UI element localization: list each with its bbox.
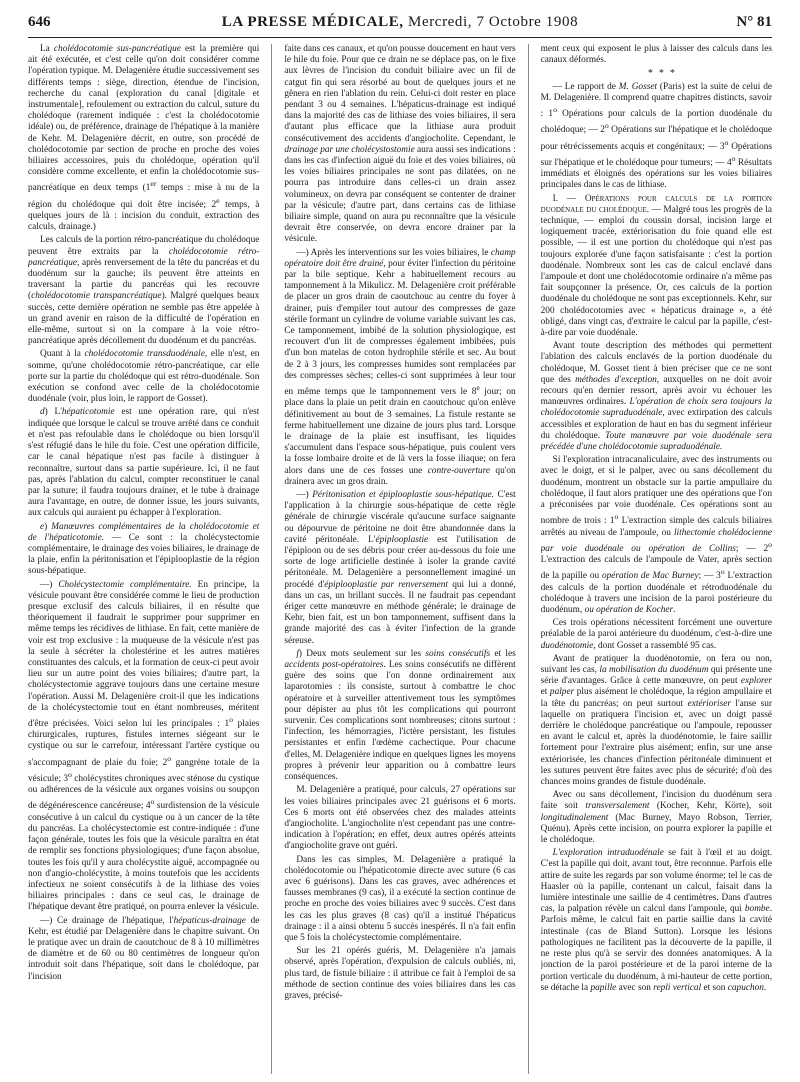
paragraph: —) Cholécystectomie complémentaire. En principe, la vésicule pouvant être considérée comme le lieu de production presque exclusif des calculs biliaires, il en résulte que théoriquement il faudrait le supprimer pour supprimer en même temps les récidives de lithiase. En fait, cette manière de voir est trop exclusive : la muqueuse de la vésicule n'est pas la seule à sécréter la cholestérine et les autres matières constituantes des calculs, et la formation de ceux-ci peut avoir lieu sur un autre point des voies biliaires; d'autre part, la cholécystectomie aggrave toujours dans une certaine mesure l'opération. Aussi M. Delagenière croit-il que les indications de la cholécystectomie tout en étant nombreuses, méritent d'être précisées. Voici selon lui les principales : 1$^o$ plaies chirurgicales, ruptures, fistules internes siégeant sur le cystique ou sur le carrefour, intéressant l'artère cystique ou s'accompagnant de plaie du foie; 2$^o$ gangrène totale de la vésicule; 3$^o$ cholécystites chroniques avec sténose du cystique ou adhérences de la vésicule aux organes voisins ou soupçon de dégénérescence cancéreuse; 4$^o$ surdistension de la vésicule consécutive à un calcul du cystique ou à un cancer de la tête du pancréas. La cholécystectomie est contre-indiquée : d'une façon générale, toutes les fois que la vésicule paraîtra en état de remplir ses fonctions physiologiques; d'une façon absolue, toutes les fois qu'il y aura cholécystite aiguë, accompagnée ou non d'angio-cholécystite, à moins toutefois que les accidents infectieux ne soient consécutifs à de la lithiase des voies biliaires principales : dans ce seul cas, le drainage de l'hépatique devant être pratiqué, on pourra enlever la vésicule.: [28, 579, 260, 913]
page-header: [28, 14, 772, 36]
paragraph: faite dans ces canaux, et qu'on pousse doucement en haut vers le hile du foie. Pour que ce drain ne se déplace pas, on le fixe aux lèvres de l'incision du conduit biliaire avec un fil de catgut fin qui sera résorbé au bout de quelques jours et ne gênera en rien l'ablation du rein. Celui-ci doit rester en place pendant 3 ou 4 semaines. L'hépaticus-drainage est indiqué dans la majorité des cas de lithiase des voies biliaires, il sera d'autant plus efficace que la lithiase aura produit consécutivement des accidents d'angiocholite. Cependant, le drainage par une cholécystostomie aura aussi ses indications : dans les cas d'infection aiguë du foie et des voies biliaires, où les voies biliaires principales ne sont pas dilatées, on ne pourra pas introduire dans celles-ci un drain assez volumineux, on devra par conséquent se contenter de drainer par la vésicule; d'autre part, dans certains cas de lithiase biliaire simple, quand on aura pu reconnaître que la vésicule devrait être conservée, on devra encore drainer par la vésicule.: [284, 44, 516, 245]
column-divider: [528, 44, 529, 1074]
paragraph: I. — Opérations pour calculs de la portion duodénale du cholédoque. — Malgré tous les progrès de la technique, — emploi du coussin dorsal, incision large et logiquement tracée, extériorisation du foie quand elle est possible, — il est une portion du cholédoque qui n'est pas toujours explorée d'une façon satisfaisante : c'est la portion duodénale. Nombreux sont les cas de calcul enclavé dans l'ampoule et dont une cholédocotomie ordinaire n'a même pas fait soupçonner la présence. Or, ces calculs de la portion duodénale du cholédoque ne sont pas exceptionnels. Kehr, sur 200 cholédocotomies avec « hépaticus drainage », a été obligé, dans vingt cas, d'extraire le calcul par la papille, c'est-à-dire par voie duodénale.: [540, 193, 772, 339]
text-columns: [28, 44, 772, 1074]
paragraph: f) Deux mots seulement sur les soins consécutifs et les accidents post-opératoires. Les soins consécutifs ne diffèrent guère des soins que l'on donne ordinairement aux laparotomies : ils consiste, surtout à combattre le choc opératoire et à surveiller attentivement tous les symptômes pour dépister au plus tôt les complications qui pourront survenir. Ces complications sont nombreuses; citons surtout : l'infection, les hémorragies, l'ictère persistant, les fistules persistantes et enfin l'œdème cachectique. Pour chacune d'elles, M. Delagenière indique en quelques lignes les moyens propres à prévenir leur apparition ou à combattre leurs conséquences.: [284, 648, 516, 783]
header-rule: [28, 37, 772, 38]
paragraph: Ces trois opérations nécessitent forcément une ouverture préalable de la paroi antérieure du duodénum, c'est-à-dire une duodénotomie, dont Gosset a rassemblé 95 cas.: [540, 618, 772, 651]
paragraph: La cholédocotomie sus-pancréatique est la première qui ait été exécutée, et c'est celle qu'on doit considérer comme l'opération typique. M. Delagenière étudie successivement ses différents temps : siège, direction, étendue de l'incision, recherche du canal (exploration du canal [digitale et instrumentale], refoulement ou extraction du calcul, suture du cholédoque (rarement indiquée : c'est la cholédocotomie idéale) ou, de préférence, drainage de l'hépatique à la manière de Kehr. M. Delagenière décrit, en outre, son procédé de cholédocotomie par section de proche en proche des voies biliaires accessoires, puis du cholédoque, opération qu'il considère comme excellente, et enfin la cholédocotomie sus-pancréatique en deux temps (1er temps : mise à nu de la région du cholédoque qui doit être incisée; 2e temps, à quelques jours de là : incision du conduit, extraction des calculs, drainage.): [28, 44, 260, 233]
paragraph: Dans les cas simples, M. Delagenière a pratiqué la cholédocotomie ou l'hépaticotomie directe avec suture (6 cas avec 6 guérisons). Dans les cas graves, avec adhérences et fausses membranes (9 cas), il a exécuté la section continue de proche en proche des voies biliaires avec 9 succès. C'est dans les cas les plus graves (8 cas) qu'il a institué l'hépaticus drainage : il a ainsi obtenu 5 succès inespérés. Il n'a fait enfin que 5 fois la cholécystectomie complémentaire.: [284, 854, 516, 943]
paragraph: Si l'exploration intracanaliculaire, avec des instruments ou avec le doigt, et si le palper, avec ou sans décollement du duodénum, montrent un obstacle sur la partie ampullaire du cholédoque, il faut alors pratiquer une des opérations que l'on a préconisées par voie duodénale. Ces opérations sont au nombre de trois : 1$^o$ L'extraction simple des calculs biliaires arrêtés au niveau de l'ampoule, ou lithectomie cholédocienne par voie duodénale ou opération de Collins; — 2$^o$ L'extraction des calculs de l'ampoule de Vater, après section de la papille ou opération de Mac Burney; — 3$^o$ L'extraction des calculs de la portion duodénale et rétroduodénale du cholédoque à travers une incision de la paroi postérieure du duodénum, ou opération de Kocher.: [540, 455, 772, 615]
paragraph: ment ceux qui exposent le plus à laisser des calculs dans les canaux déformés.: [540, 44, 772, 66]
paragraph: Avant toute description des méthodes qui permettent l'ablation des calculs enclavés de la portion duodénale du cholédoque, M. Gosset tient à bien préciser que ce ne sont que des méthodes d'exception, auxquelles on ne doit avoir recours qu'en dernier ressort, après avoir vu échouer les manœuvres ordinaires. L'opération de choix sera toujours la cholédocotomie supraduodénale, avec extirpation des calculs accessibles et exploration de haut en bas du segment inférieur du cholédoque. Toute manœuvre par voie duodénale sera précédée d'une cholédocotomie supraduodénale.: [540, 341, 772, 453]
paragraph: Avant de pratiquer la duodénotomie, on fera ou non, suivant les cas, la mobilisation du duodénum qui présente une série d'avantages. Grâce à cette manœuvre, on peut explorer et palper plus aisément le cholédoque, la région ampullaire et la tête du pancréas; on peut surtout extérioriser l'anse sur laquelle on pratiquera l'incision et, avec un doigt passé derrière le cholédoque pancréatique ou l'ampoule, repousser en avant le calcul et, après la duodénotomie, le faire saillir fortement pour l'extraire plus aisément; enfin, sur une anse extériorisée, les chances d'infection péritonéale diminuent et les sutures peuvent être faites avec plus de sécurité; d'où des chances moins grandes de fistule duodénale.: [540, 653, 772, 788]
paragraph: L'exploration intraduodénale se fait à l'œil et au doigt. C'est la papille qui doit, avant tout, être reconnue. Parfois elle attire de suite les regards par son volume énorme; tel le cas de Haasler où la papille, contenant un calcul, faisait dans la lumière intestinale une saillie de 4 centimètres. Dans d'autres cas, la palpation révèle un calcul dans l'ampoule, qui bombe. Parfois même, le calcul fait en partie saillie dans la cavité intestinale (cas de Bland Sutton). Lorsque les lésions pathologiques ne facilitent pas la découverte de la papille, il ne reste plus qu'à se servir des données anatomiques. A la jonction de la paroi postérieure et de la paroi interne de la portion verticale du duodénum, à mi-hauteur de cette portion, se détache la papille avec son repli vertical et son capuchon.: [540, 848, 772, 993]
paragraph: M. Delagenière a pratiqué, pour calculs, 27 opérations sur les voies biliaires principales avec 21 guérisons et 6 morts. Ces 6 morts ont été observées chez des malades atteints d'angiocholite. L'angiocholite n'est cependant pas une contre-indication à l'opération; en effet, deux autres opérés atteints d'angiocholite grave ont guéri.: [284, 785, 516, 852]
issue-number: N° 81: [736, 14, 772, 30]
paragraph: —) Péritonisation et épiplooplastie sous-hépatique. C'est l'application à la chirurgie sous-hépatique de cette règle générale de chirurgie viscérale qu'aucune surface saignante ou dépourvue de péritoine ne doit être abandonnée dans la cavité péritonéale. L'épiplooplastie est l'utilisation de l'épiploon ou de ses débris pour créer au-dessous du foie une sorte de loge artificielle destinée à isoler la grande cavité péritonéale. M. Delagenière a personnellement imaginé un procédé d'épiplooplastie par renversement qui lui a donné, dans un cas, un brillant succès. Il ne faudrait pas cependant ériger cette manœuvre en méthode générale; le drainage de Kehr, bien fait, est un bon tamponnement, suffisent dans la grande majorité des cas à éviter l'infection de la grande séreuse.: [284, 490, 516, 646]
column-left: [28, 44, 259, 1074]
column-middle: [284, 44, 515, 1074]
column-divider: [271, 44, 272, 1074]
column-right: [541, 44, 772, 1074]
paragraph: — Le rapport de M. Gosset (Paris) est la suite de celui de M. Delagenière. Il comprend quatre chapitres distincts, savoir : 1$^o$ Opérations pour calculs de la portion duodénale du cholédoque; — 2$^o$ Opérations sur l'hépatique et le cholédoque pour rétrécissements acquis et congénitaux; — 3$^o$ Opérations sur l'hépatique et le cholédoque pour tumeurs; — 4$^o$ Résultats immédiats et éloignés des opérations sur les voies biliaires principales dans le cas de lithiase.: [540, 81, 772, 191]
paragraph: d) L'hépaticotomie est une opération rare, qui n'est indiquée que lorsque le calcul se trouve arrêté dans ce conduit et n'est pas refoulable dans le cholédoque ou bien lorsqu'il s'est réfugié dans le hile du foie. C'est une opération difficile, car le canal hépatique n'est pas facile à distinguer à reconnaître, surtout dans sa partie supérieure. Ici, il ne faut pas, après l'ablation du calcul, compter reconstituer le canal par la suture; il faudra toujours drainer, et le tube à drainage aura l'avantage, en outre, de donner issue, les jours suivants, aux calculs qui auraient pu échapper à l'exploration.: [28, 407, 260, 519]
paragraph: —) Ce drainage de l'hépatique, l'hépaticus-drainage de Kehr, est étudié par Delagenière dans le chapitre suivant. On le pratique avec un drain de caoutchouc de 8 à 10 millimètres de diamètre et de 60 ou 80 centimètres de longueur qu'on introduit soit dans l'hépatique, soit dans le cholédoque, par l'incision: [28, 915, 260, 982]
running-title: [88, 14, 712, 31]
paragraph: Avec ou sans décollement, l'incision du duodénum sera faite soit transversalement (Kocher, Kehr, Körte), soit longitudinalement (Mac Burney, Mayo Robson, Terrier, Quénu). Après cette incision, on pourra explorer la papille et le cholédoque.: [540, 790, 772, 846]
paragraph: e) Manœuvres complémentaires de la cholédocotomie et de l'hépaticotomie. — Ce sont : la cholécystectomie complémentaire, le drainage des voies biliaires, le drainage de la plaie, enfin la péritonisation et l'épiplooplastie de la région sous-hépatique.: [28, 521, 260, 577]
issue-date: Mercredi, 7 Octobre 1908: [408, 14, 579, 30]
journal-name: LA PRESSE MÉDICALE,: [221, 14, 404, 30]
paragraph: Les calculs de la portion rétro-pancréatique du cholédoque peuvent être extraits par la cholédocotomie rétro-pancréatique, après renversement de la tête du pancréas et du duodénum sur la gauche; ils peuvent être atteints en traversant la partie du pancréas qui les recouvre (cholédocotomie transpancréatique). Malgré quelques beaux succès, cette dernière opération ne semble pas être appelée à un grand avenir en raison de la difficulté de l'opération en elle-même, surtout si on la compare à la voie rétro-pancréatique après décollement du duodénum et du pancréas.: [28, 235, 260, 347]
paragraph: Sur les 21 opérés guéris, M. Delagenière n'a jamais observé, après l'opération, d'expulsion de calculs oubliés, ni, plus tard, de fistule biliaire : il attribue ce fait à l'emploi de sa méthode de section continue des voies biliaires dans les cas graves, précisé-: [284, 946, 516, 1001]
section-separator: * * *: [647, 68, 677, 80]
page-number: 646: [28, 14, 51, 30]
paragraph: —) Après les interventions sur les voies biliaires, le champ opératoire doit être drainé, pour éviter l'infection du péritoine par la bile septique. Kehr a habituellement recours au tamponnement à la Mikulicz. M. Delagenière croit préférable de placer un gros drain de caoutchouc au centre du foyer à drainer, puis d'empiler tout autour des compresses de gaze stérile formant un cylindre de volume variable suivant les cas. Ce tamponnement, imbibé de la solution physiologique, est recouvert d'un lit de compresses également imbibées, puis d'un bon matelas de coton hydrophile stérile et sec. Au bout de 2 à 3 jours, les compresses humides sont remplacées par des compresses sèches; celles-ci sont supprimées à leur tour en même temps que le tamponnement vers le 8e jour; on place dans la plaie un petit drain en caoutchouc qu'on enlève définitivement au bout de 3 semaines. La fistule restante se ferme habituellement une dizaine de jours plus tard. Lorsque le drainage de la plaie est insuffisant, les liquides s'accumulent dans l'espace sous-hépatique, puis coulent vers la fosse lombaire droite et de là vers la fosse iliaque; on fera alors dans une de ces fosses une contre-ouverture qu'on drainera avec un gros drain.: [284, 247, 516, 487]
paragraph: Quant à la cholédocotomie transduodénale, elle n'est, en somme, qu'une cholédocotomie rétro-pancréatique, car elle porte sur la partie du cholédoque qui est rétro-duodénale. Son exécution se confond avec celle de la cholédocotomie duodénale (voir, plus loin, le rapport de Gosset).: [28, 349, 260, 405]
